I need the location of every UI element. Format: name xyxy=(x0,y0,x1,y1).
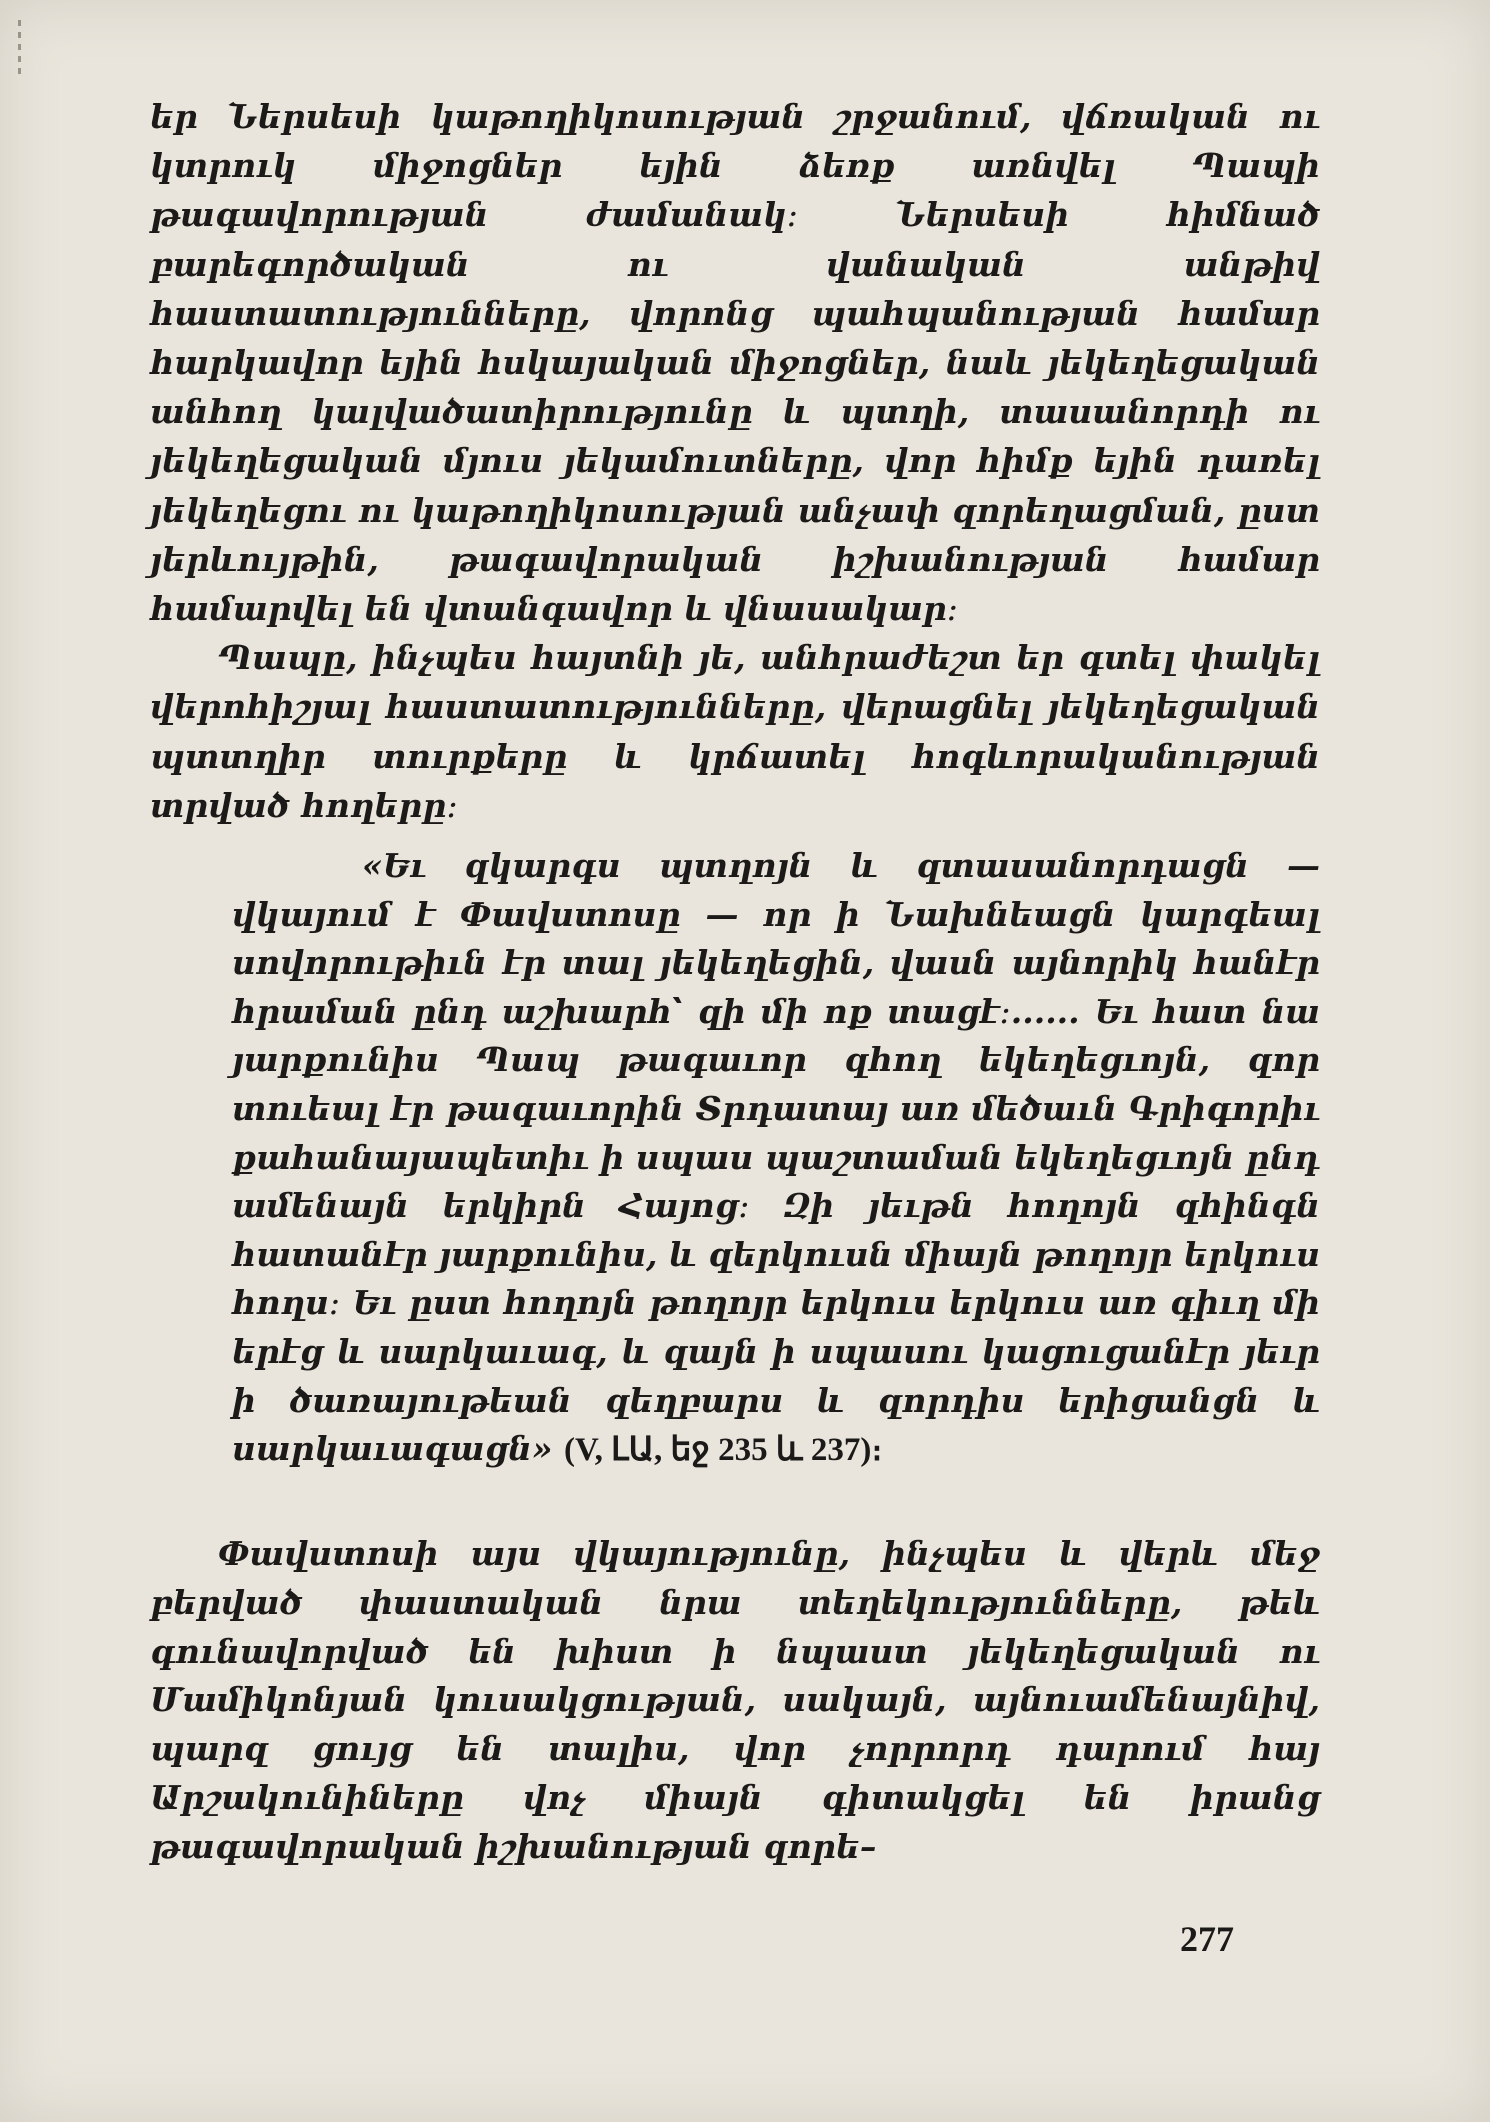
paragraph-1: եր Ներսեսի կաթողիկոսության շրջանում, վճռական ու կտրուկ միջոցներ եյին ձեռք առնվել Պապի թագավորության ժամանակ։ Ներսեսի հիմնած բարեգործական ու վանական անթիվ հաստատությունները, վորոնց պահպանության համար հարկավոր եյին հսկայական միջոցներ, նաև յեկեղեցական անհող կալվածատիրությունը և պտղի, տասանորդի ու յեկեղեցական մյուս յեկամուտները, վոր հիմք եյին դառել յեկեղեցու ու կաթողիկոսության անչափ զորեղացման, ըստ յերևույթին, թագավորական իշխանության համար համարվել են վտանգավոր և վնասակար։ xyxy=(150,97,1320,629)
closing-text-block xyxy=(150,1530,1320,1872)
main-text-block xyxy=(150,92,1320,830)
page-edge-mark xyxy=(18,20,21,80)
block-quote xyxy=(232,842,1320,1475)
quote-citation: (V, ԼԱ, եջ 235 և 237)։ xyxy=(564,1432,883,1469)
quote-text: «Եւ զկարգս պտղոյն և զտասանորդացն — վկայում է Փավստոսը — որ ի Նախնեացն կարգեալ սովորութիւն էր տալ յեկեղեցին, վասն այնորիկ հանէր հրաման ընդ աշխարհ՝ զի մի ոք տացէ։...... Եւ հատ նա յարքունիս Պապ թագաւոր զհող եկեղեցւոյն, զոր տուեալ էր թագաւորին Տրդատայ առ մեծաւն Գրիգորիւ քահանայապետիւ ի սպաս պաշտաման եկեղեցւոյն ընդ ամենայն երկիրն Հայոց։ Զի յեւթն հողոյն զհինգն հատանէր յարքունիս, և զերկուսն միայն թողոյր երկուս հողս։ Եւ ըստ հողոյն թողոյր երկուս երկուս առ գիւղ մի երէց և սարկաւագ, և զայն ի սպասու կացուցանէր յեւր ի ծառայութեան զեղբարս և զորդիս երիցանցն և սարկաւագացն» xyxy=(232,846,1320,1469)
paragraph-3: Փավստոսի այս վկայությունը, ինչպես և վերև մեջ բերված փաստական նրա տեղեկությունները, թեև գունավորված են խիստ ի նպաստ յեկեղեցական ու Մամիկոնյան կուսակցության, սակայն, այնուամենայնիվ, պարզ ցույց են տալիս, վոր չորրորդ դարում հայ Արշակունիները վոչ միայն գիտակցել են իրանց թագավորական իշխանության զորե– xyxy=(150,1534,1320,1866)
paragraph-2: Պապը, ինչպես հայտնի յե, անհրաժեշտ եր գտել փակել վերոհիշյալ հաստատությունները, վերացնել յեկեղեցական պտտղիր տուրքերը և կրճատել հոգևորականության տրված հողերը։ xyxy=(150,638,1320,825)
page-number: 277 xyxy=(1180,1919,1234,1959)
quote-paragraph xyxy=(232,842,1320,1475)
